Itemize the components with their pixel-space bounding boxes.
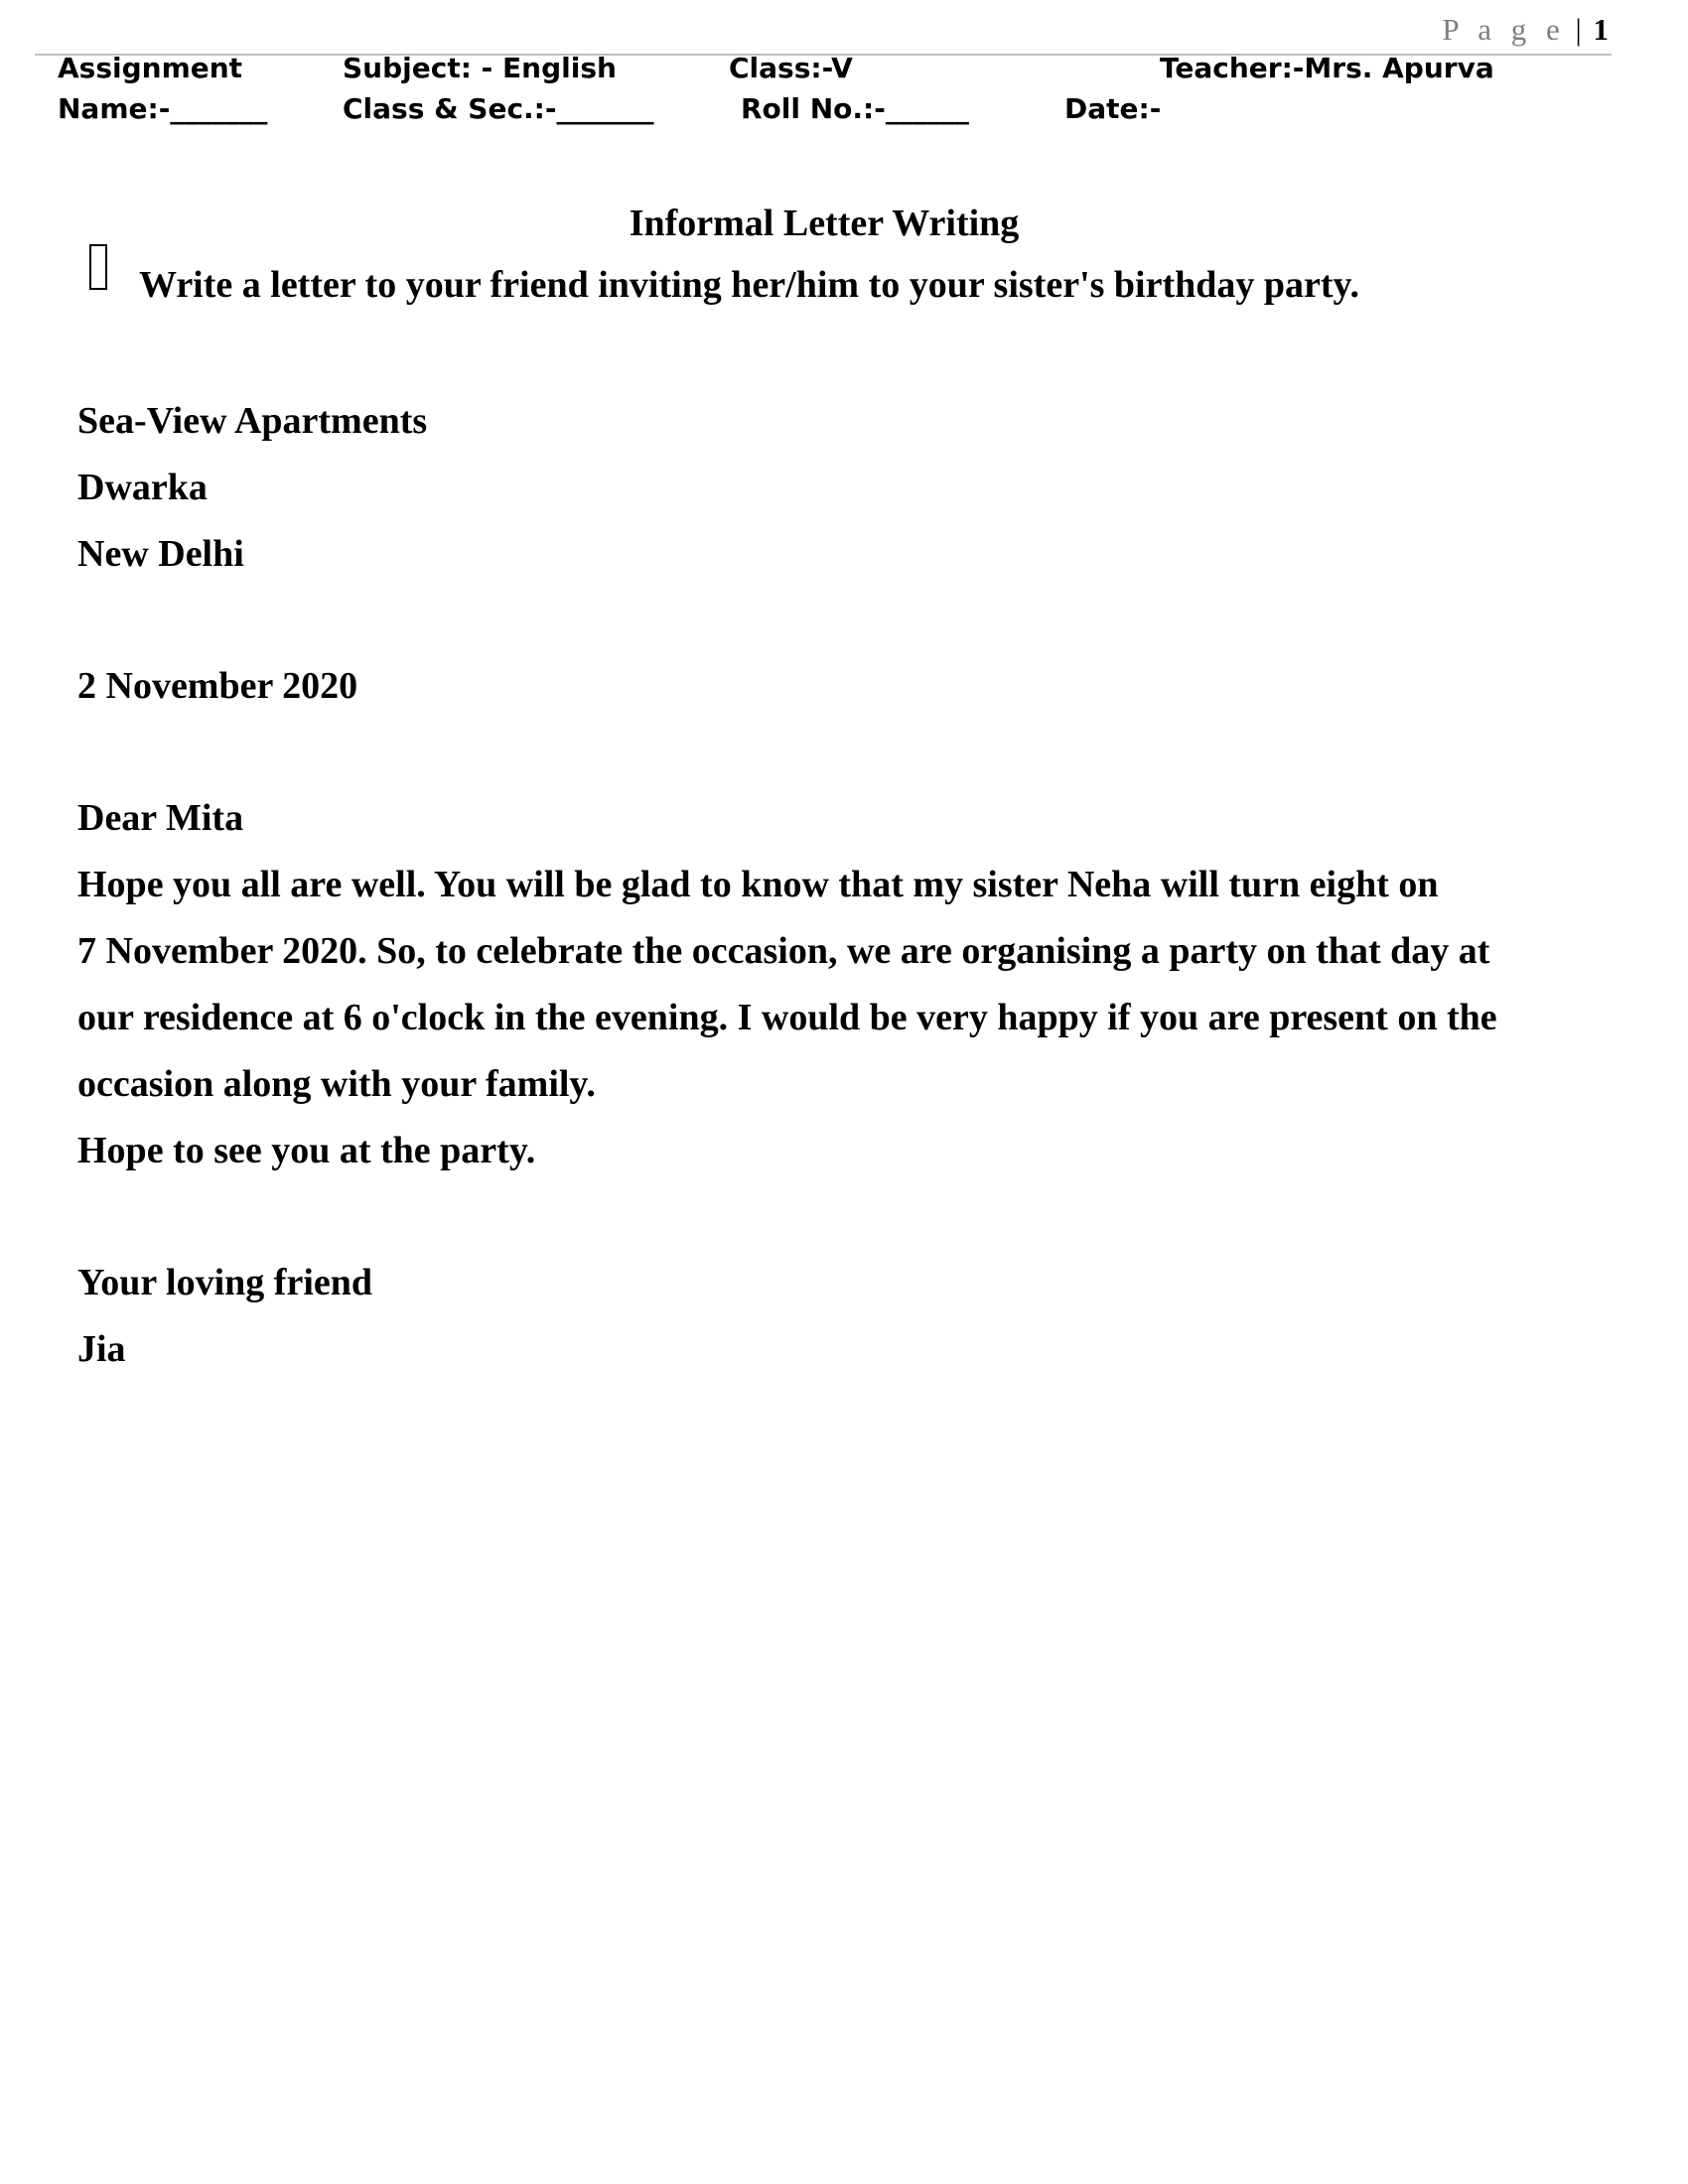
task-bullet-icon [89, 244, 107, 290]
task-prompt: Write a letter to your friend inviting her/him to your sister's birthday party. [139, 264, 1359, 306]
assignment-label: Assignment [58, 52, 243, 84]
closing: Your loving friend [77, 1262, 373, 1303]
teacher-label: Teacher:-Mrs. Apurva [1160, 52, 1494, 84]
subject-label: Subject: - English [343, 52, 617, 84]
address-line-2: Dwarka [77, 467, 208, 508]
signature: Jia [77, 1328, 126, 1370]
body-line: 7 November 2020. So, to celebrate the occasion, we are organising a party on that day at [77, 930, 1490, 972]
body-line: Hope you all are well. You will be glad to know that my sister Neha will turn eight on [77, 864, 1439, 905]
salutation: Dear Mita [77, 797, 244, 839]
roll-number-field: Roll No.:-______ [741, 92, 969, 125]
page-separator: | [1575, 12, 1582, 47]
class-section-field: Class & Sec.:-_______ [343, 92, 654, 125]
address-line-1: Sea-View Apartments [77, 400, 428, 442]
page-title: Informal Letter Writing [629, 203, 1020, 244]
date-field: Date:- [1064, 92, 1162, 125]
letter-date: 2 November 2020 [77, 665, 358, 707]
class-label: Class:-V [729, 52, 853, 84]
body-line: our residence at 6 o'clock in the evening. I would be very happy if you are present on the [77, 997, 1497, 1038]
address-line-3: New Delhi [77, 533, 244, 575]
page-number-value: 1 [1593, 12, 1609, 47]
name-field: Name:-_______ [58, 92, 268, 125]
page-number [1442, 12, 1609, 48]
body-line: Hope to see you at the party. [77, 1130, 536, 1171]
body-line: occasion along with your family. [77, 1063, 596, 1105]
page-label: P a g e [1442, 12, 1566, 47]
